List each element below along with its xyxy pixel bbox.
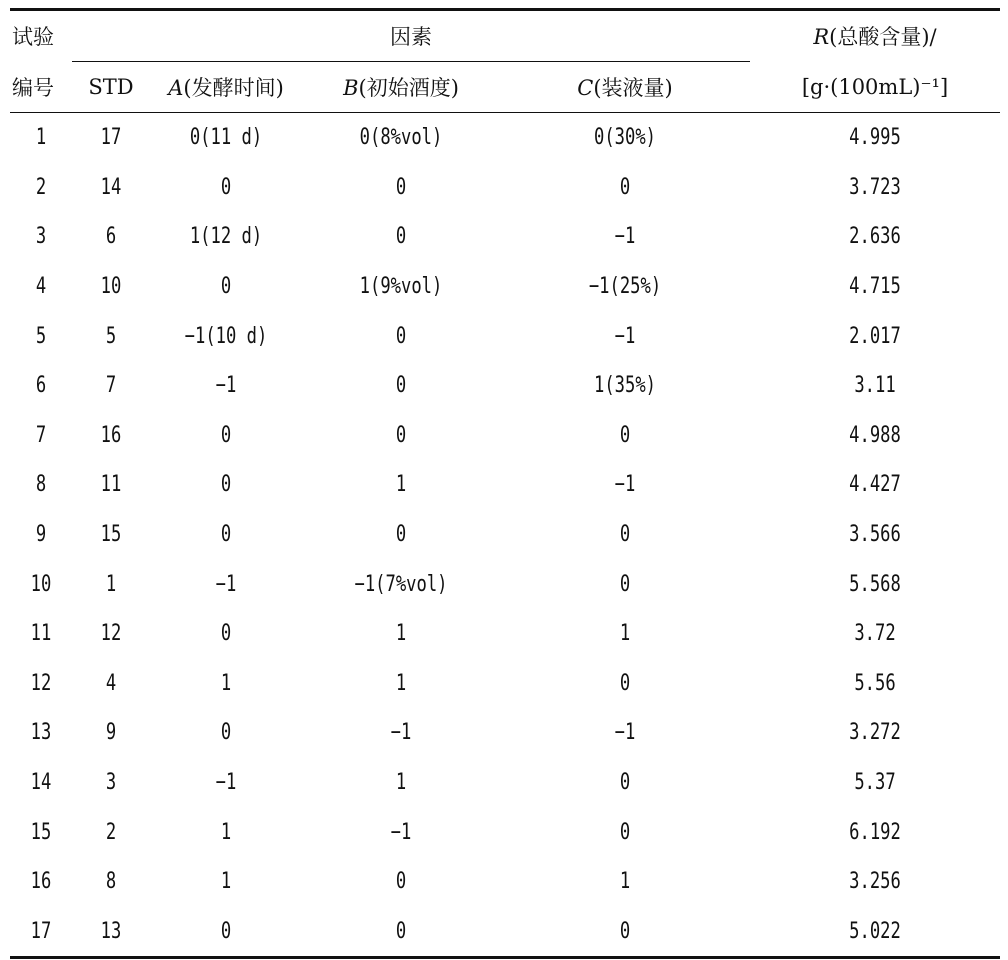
cell-trial-number: 2 <box>35 174 47 200</box>
cell-response: 4.715 <box>849 274 901 300</box>
cell-factor-b: 1(9%vol) <box>359 274 443 300</box>
cell-factor-c: −1 <box>614 323 636 349</box>
cell-factor-c: −1 <box>614 720 636 746</box>
cell-factor-b: 0 <box>395 373 407 399</box>
cell-response: 2.017 <box>849 323 901 349</box>
cell-factor-b: 0 <box>395 224 407 250</box>
table-body <box>10 113 1000 958</box>
table-row <box>10 510 1000 560</box>
cell-factor-b: 0 <box>395 174 407 200</box>
table-row <box>10 758 1000 808</box>
cell-factor-a: 1 <box>220 670 232 696</box>
cell-factor-a: 0 <box>220 174 232 200</box>
cell-factor-b: 1 <box>395 621 407 647</box>
header-c-name: (装液量) <box>593 76 673 100</box>
header-trial-number-line1: 试验 <box>10 10 72 62</box>
table-row <box>10 262 1000 312</box>
header-factor-c <box>500 62 750 113</box>
cell-factor-c: 1(35%) <box>593 373 656 399</box>
cell-response: 4.427 <box>849 472 901 498</box>
cell-factor-a: 0(11 d) <box>189 125 263 151</box>
cell-std: 3 <box>105 770 117 796</box>
cell-response: 5.022 <box>778 907 973 958</box>
cell-factor-c: 1 <box>619 621 631 647</box>
header-b-letter: B <box>343 76 359 100</box>
table-row <box>10 361 1000 411</box>
header-a-letter: A <box>168 76 184 100</box>
cell-factor-a: 1 <box>220 869 232 895</box>
table-row <box>10 907 1000 958</box>
cell-factor-b: −1 <box>390 720 412 746</box>
table-row <box>10 807 1000 857</box>
cell-std: 13 <box>81 907 142 958</box>
cell-response: 2.636 <box>849 224 901 250</box>
cell-std: 7 <box>105 373 117 399</box>
header-std: STD <box>72 62 150 113</box>
header-b-name: (初始酒度) <box>358 76 459 100</box>
cell-std: 14 <box>100 174 122 200</box>
cell-factor-a: 0 <box>220 472 232 498</box>
cell-factor-c: −1 <box>614 472 636 498</box>
cell-factor-a: 0 <box>220 522 232 548</box>
cell-factor-c: 0 <box>619 522 631 548</box>
header-trial-number-line2: 编号 <box>10 62 72 113</box>
cell-factor-b: 0 <box>395 323 407 349</box>
cell-factor-c: 0 <box>528 907 723 958</box>
cell-factor-a: −1 <box>215 373 237 399</box>
cell-trial-number: 6 <box>35 373 47 399</box>
cell-trial-number: 15 <box>30 819 52 845</box>
cell-trial-number: 10 <box>30 571 52 597</box>
cell-std: 8 <box>105 869 117 895</box>
cell-std: 2 <box>105 819 117 845</box>
cell-response: 3.723 <box>849 174 901 200</box>
header-factor-a <box>150 62 302 113</box>
cell-factor-a: 0 <box>220 422 232 448</box>
table-row <box>10 163 1000 213</box>
cell-response: 4.988 <box>849 422 901 448</box>
cell-factor-a: 0 <box>220 621 232 647</box>
cell-trial-number: 14 <box>30 770 52 796</box>
cell-trial-number: 4 <box>35 274 47 300</box>
table-row <box>10 559 1000 609</box>
cell-trial-number: 16 <box>30 869 52 895</box>
cell-std: 9 <box>105 720 117 746</box>
cell-factor-b: 0 <box>395 422 407 448</box>
header-factors: 因素 <box>72 10 750 62</box>
cell-factor-c: 0 <box>619 819 631 845</box>
cell-trial-number: 13 <box>30 720 52 746</box>
cell-factor-a: −1(10 d) <box>184 323 268 349</box>
header-factor-b <box>302 62 500 113</box>
cell-factor-c: 0 <box>619 422 631 448</box>
table-row <box>10 411 1000 461</box>
experiment-design-table <box>10 8 1000 959</box>
cell-factor-c: −1 <box>614 224 636 250</box>
cell-factor-b: −1(7%vol) <box>354 571 448 597</box>
cell-response: 5.56 <box>854 670 896 696</box>
table-row <box>10 311 1000 361</box>
table-row <box>10 708 1000 758</box>
cell-factor-a: −1 <box>215 571 237 597</box>
cell-response: 3.256 <box>849 869 901 895</box>
cell-factor-c: 1 <box>619 869 631 895</box>
cell-factor-b: 1 <box>395 670 407 696</box>
cell-std: 10 <box>100 274 122 300</box>
cell-factor-b: −1 <box>390 819 412 845</box>
cell-trial-number: 11 <box>30 621 52 647</box>
cell-factor-b: 0 <box>395 522 407 548</box>
experiment-table-container <box>10 8 1000 959</box>
cell-std: 6 <box>105 224 117 250</box>
cell-std: 1 <box>105 571 117 597</box>
cell-trial-number: 5 <box>35 323 47 349</box>
cell-trial-number: 7 <box>35 422 47 448</box>
cell-std: 4 <box>105 670 117 696</box>
cell-factor-a: −1 <box>215 770 237 796</box>
cell-factor-b: 1 <box>395 770 407 796</box>
cell-trial-number: 9 <box>35 522 47 548</box>
cell-trial-number: 3 <box>35 224 47 250</box>
cell-trial-number: 1 <box>35 125 47 151</box>
cell-response: 3.566 <box>849 522 901 548</box>
cell-std: 5 <box>105 323 117 349</box>
table-row <box>10 113 1000 163</box>
cell-std: 17 <box>100 125 122 151</box>
cell-factor-c: −1(25%) <box>588 274 662 300</box>
cell-trial-number: 8 <box>35 472 47 498</box>
table-row <box>10 460 1000 510</box>
cell-response: 5.37 <box>854 770 896 796</box>
cell-factor-c: 0 <box>619 670 631 696</box>
cell-factor-a: 0 <box>167 907 286 958</box>
cell-response: 4.995 <box>849 125 901 151</box>
cell-factor-c: 0 <box>619 174 631 200</box>
header-r-letter: R <box>813 25 830 50</box>
cell-std: 12 <box>100 621 122 647</box>
cell-factor-a: 1 <box>220 819 232 845</box>
header-response <box>750 10 1000 62</box>
header-r-line1: (总酸含量)/ <box>829 25 937 50</box>
cell-response: 6.192 <box>849 819 901 845</box>
cell-factor-b: 0 <box>324 907 478 958</box>
header-a-name: (发酵时间) <box>183 76 284 100</box>
cell-response: 3.272 <box>849 720 901 746</box>
cell-factor-b: 0 <box>395 869 407 895</box>
cell-factor-b: 1 <box>395 472 407 498</box>
cell-factor-c: 0 <box>619 770 631 796</box>
header-r-unit: [g·(100mL)⁻¹] <box>750 62 1000 113</box>
cell-factor-c: 0(30%) <box>593 125 656 151</box>
cell-response: 3.11 <box>854 373 896 399</box>
cell-factor-c: 0 <box>619 571 631 597</box>
cell-response: 3.72 <box>854 621 896 647</box>
table-header <box>10 10 1000 113</box>
table-row <box>10 659 1000 709</box>
cell-factor-a: 1(12 d) <box>189 224 263 250</box>
cell-std: 15 <box>100 522 122 548</box>
table-row <box>10 857 1000 907</box>
cell-factor-a: 0 <box>220 274 232 300</box>
table-row <box>10 212 1000 262</box>
cell-response: 5.568 <box>849 571 901 597</box>
cell-trial-number: 17 <box>17 907 65 958</box>
header-c-letter: C <box>577 76 594 100</box>
cell-trial-number: 12 <box>30 670 52 696</box>
cell-std: 11 <box>100 472 122 498</box>
cell-factor-b: 0(8%vol) <box>359 125 443 151</box>
table-row <box>10 609 1000 659</box>
cell-std: 16 <box>100 422 122 448</box>
cell-factor-a: 0 <box>220 720 232 746</box>
